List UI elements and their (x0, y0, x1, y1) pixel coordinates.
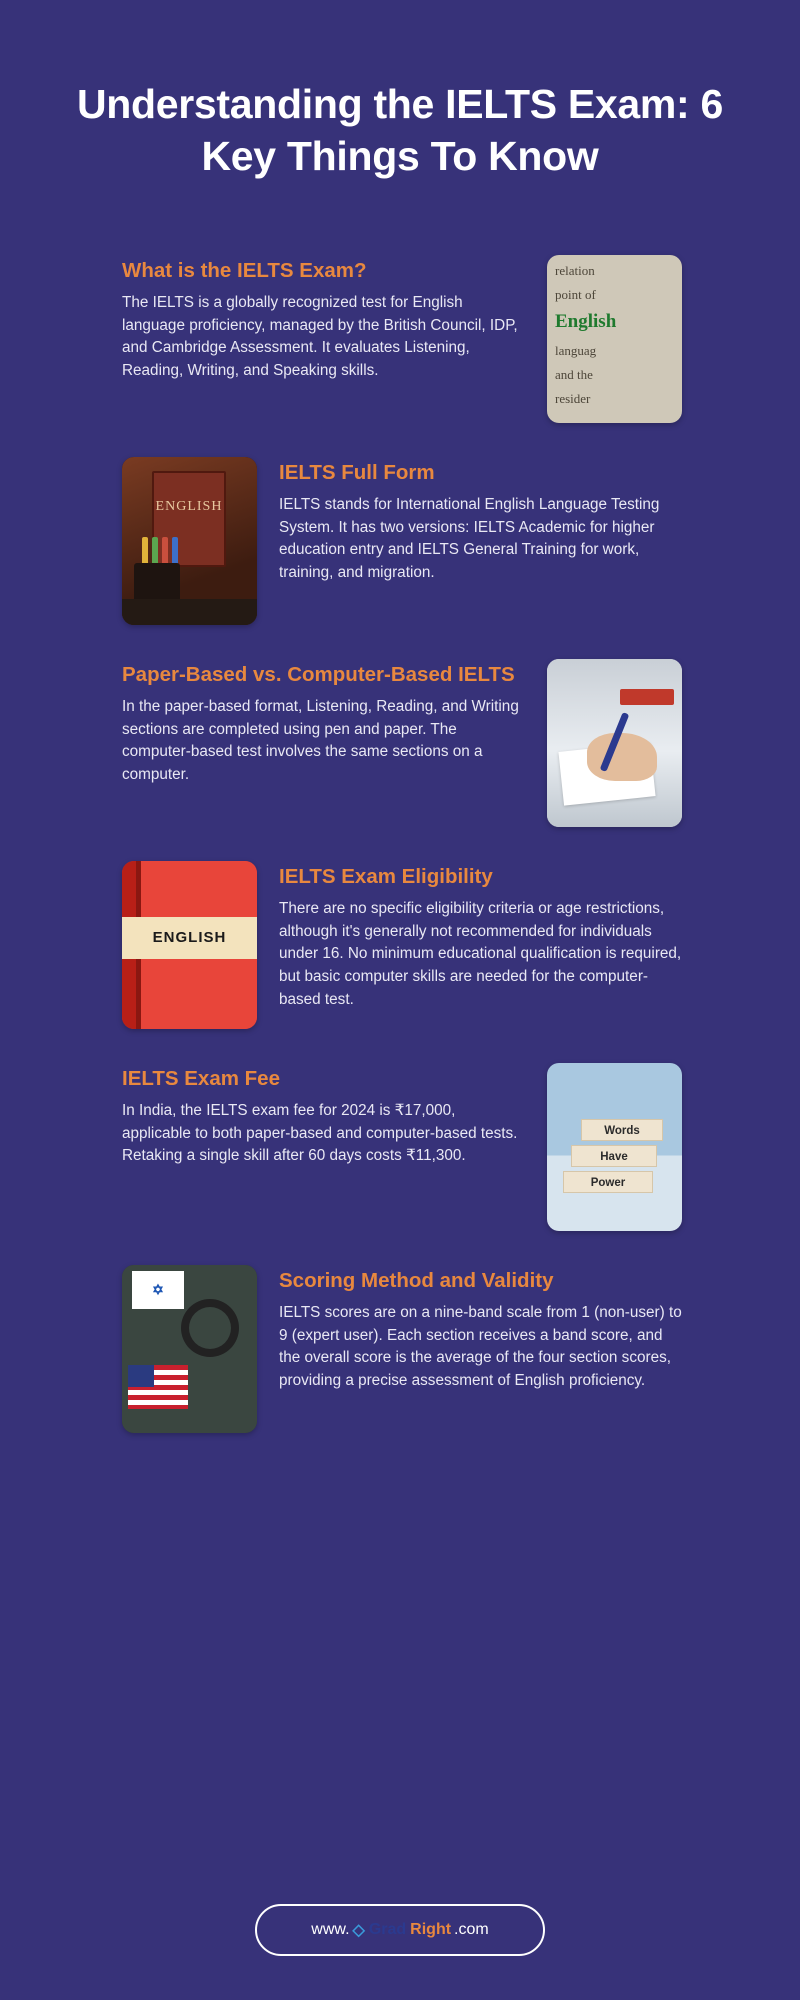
page-title: Understanding the IELTS Exam: 6 Key Things To Know (76, 81, 724, 180)
dict-line-5: and the (555, 366, 593, 382)
block-have: Have (571, 1145, 657, 1167)
brand-grad-text: Grad (368, 1921, 407, 1938)
desk-surface (122, 599, 257, 625)
section-body: IELTS stands for International English Language Testing System. It has two versions: IELTS Academic for higher education entry and IELTS General Training for work, training, and migration. (279, 496, 660, 582)
website-badge[interactable] (255, 1904, 544, 1956)
section-body: There are no specific eligibility criteria or age restrictions, although it's generally not recommended for individuals under 16. No minimum educational qualification is required, but basic computer skills are needed for the computer-based test. (279, 900, 682, 1008)
words-have-power-blocks-photo (547, 1063, 682, 1231)
dict-line-4: languag (555, 342, 597, 358)
dict-line-1: relation (555, 262, 595, 278)
usa-flag-icon (128, 1365, 188, 1409)
section-eligibility (122, 861, 682, 1029)
url-prefix: www. (311, 1921, 350, 1938)
section-heading: What is the IELTS Exam? (122, 258, 367, 282)
sections-list (0, 255, 800, 1433)
section-text (279, 1265, 682, 1393)
section-body: In India, the IELTS exam fee for 2024 is ₹17,000, applicable to both paper-based and computer-based tests. Retaking a single skill after 60 days costs ₹11,300. (122, 1102, 518, 1165)
section-heading: Paper-Based vs. Computer-Based IELTS (122, 662, 515, 686)
israel-flag-icon: ✡ (132, 1271, 184, 1309)
red-english-book-photo (122, 861, 257, 1029)
section-scoring-validity (122, 1265, 682, 1433)
book-title-text: ENGLISH (152, 928, 227, 946)
hand-shape (587, 733, 657, 781)
section-text (279, 457, 682, 585)
section-heading: IELTS Exam Eligibility (279, 864, 493, 888)
section-text (279, 861, 682, 1011)
section-text (122, 255, 525, 383)
section-text (122, 1063, 525, 1168)
section-heading: IELTS Full Form (279, 460, 435, 484)
block-power: Power (563, 1171, 653, 1193)
logo-mark-icon: ◇ (352, 1922, 365, 1939)
book-band (122, 917, 257, 959)
gradright-logo-icon (353, 1920, 452, 1940)
flags-and-chalkboard-photo (122, 1265, 257, 1433)
english-book-and-pencils-photo (122, 457, 257, 625)
section-what-is-ielts (122, 255, 682, 423)
brand-right-text: Right (410, 1921, 452, 1938)
hand-writing-with-pen-photo (547, 659, 682, 827)
url-suffix: .com (454, 1921, 489, 1938)
section-heading: IELTS Exam Fee (122, 1066, 280, 1090)
block-words: Words (581, 1119, 663, 1141)
book-title-text: ENGLISH (155, 498, 223, 514)
section-body: The IELTS is a globally recognized test for English language proficiency, managed by the British Council, IDP, and Cambridge Assessment. It evaluates Listening, Reading, Writing, and Speaking skills. (122, 294, 518, 380)
section-body: In the paper-based format, Listening, Reading, and Writing sections are completed using pen and paper. The computer-based test involves the same sections on a computer. (122, 698, 519, 784)
dict-line-3: English (555, 310, 617, 332)
section-paper-vs-computer (122, 659, 682, 827)
section-ielts-full-form (122, 457, 682, 625)
dict-line-2: point of (555, 286, 596, 302)
footer (0, 1904, 800, 1956)
dictionary-page-english-photo (547, 255, 682, 423)
section-exam-fee (122, 1063, 682, 1231)
dict-line-6: resider (555, 390, 591, 406)
section-text (122, 659, 525, 787)
section-heading: Scoring Method and Validity (279, 1268, 554, 1292)
section-body: IELTS scores are on a nine-band scale from 1 (non-user) to 9 (expert user). Each section receives a band score, and the overall score is the average of the four section scores, providing a precise assessment of English proficiency. (279, 1304, 682, 1390)
red-book-edge (620, 689, 674, 705)
headphones-icon (181, 1299, 239, 1357)
